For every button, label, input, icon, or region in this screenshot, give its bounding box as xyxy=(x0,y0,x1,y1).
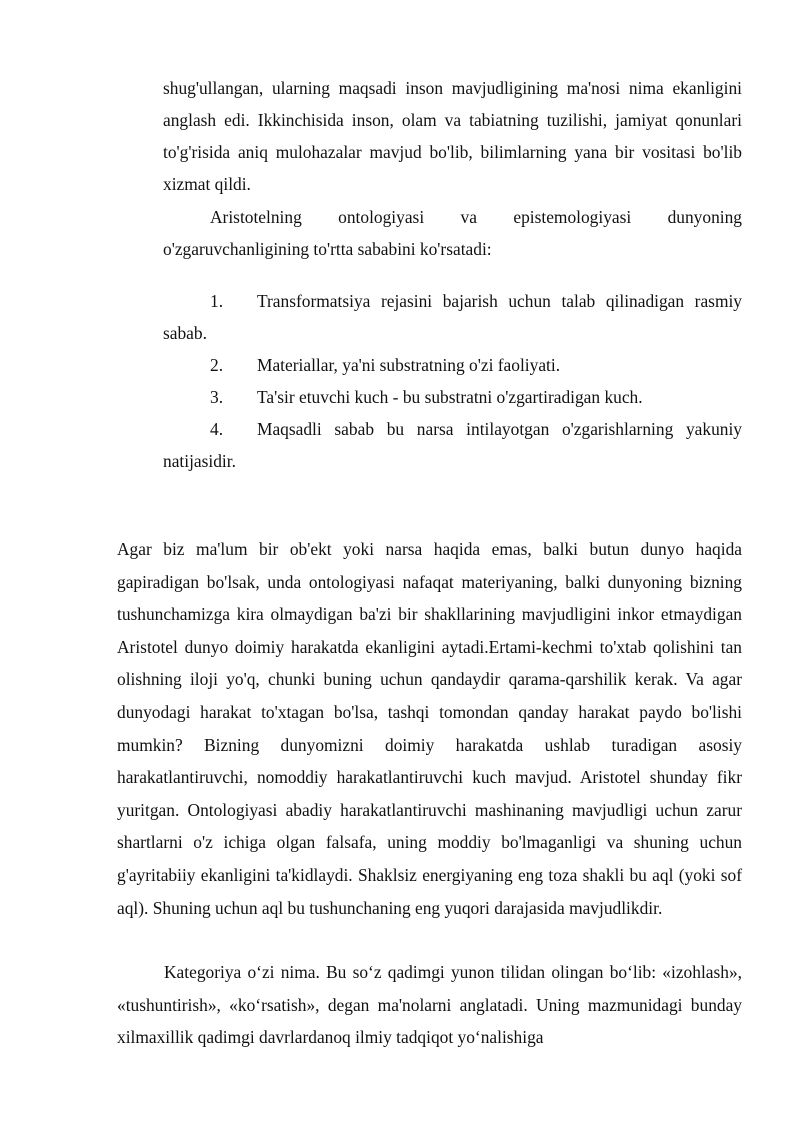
list-item-number: 1. xyxy=(210,291,224,311)
list-item-number: 3. xyxy=(210,387,224,407)
list-item-number: 2. xyxy=(210,355,224,375)
list-item xyxy=(163,285,742,349)
main-paragraph: Agar biz ma'lum bir ob'ekt yoki narsa haqida emas, balki butun dunyo haqida gapiradigan bo'lsak, unda ontologiyasi nafaqat materiyaning, balki dunyoning bizning tushunchamizga kira olmaydigan ba'zi bir shakllarining mavjudligini inkor etmaydigan Aristotel dunyo doimiy harakatda ekanligini aytadi.Ertami-kechmi to'xtab qolishini tan olishning iloji yo'q, chunki buning uchun qandaydir qarama-qarshilik kerak. Va agar dunyodagi harakat to'xtagan bo'lsa, tashqi tomondan qanday harakat paydo bo'lishi mumkin? Bizning dunyomizni doimiy harakatda ushlab turadigan asosiy harakatlantiruvchi, nomoddiy harakatlantiruvchi kuch mavjud. Aristotel shunday fikr yuritgan. Ontologiyasi abadiy harakatlantiruvchi mashinaning mavjudligi uchun zarur shartlarni o'z ichiga olgan falsafa, uning moddiy bo'lmaganligi va shuning uchun g'ayritabiiy ekanligini ta'kidlaydi. Shaklsiz energiyaning eng toza shakli bu aql (yoki sof aql). Shuning uchun aql bu tushunchaning eng yuqori darajasida mavjudlikdir. xyxy=(117,539,742,918)
aristotle-causes-intro: Aristotelning ontologiyasi va epistemologiyasi dunyoning o'zgaruvchanligining to'rtta sababini ko'rsatadi: xyxy=(163,207,742,259)
kategoriya-paragraph: Kategoriya o‘zi nima. Bu so‘z qadimgi yunon tilidan olingan bo‘lib: «izohlash», «tushuntirish», «ko‘rsatish», degan ma'nolarni anglatadi. Uning mazmunidagi bunday xilmaxillik qadimgi davrlardanoq ilmiy tadqiqot yo‘nalishiga xyxy=(117,962,742,1048)
list-item xyxy=(163,381,742,413)
causes-list xyxy=(163,285,742,477)
list-item-text: Materiallar, ya'ni substratning o'zi faoliyati. xyxy=(257,355,561,375)
list-item xyxy=(163,413,742,477)
kategoriya-block xyxy=(117,956,742,1054)
list-item-text: Maqsadli sabab bu narsa intilayotgan o'zgarishlarning yakuniy natijasidir. xyxy=(163,419,742,471)
intro-paragraph: shug'ullangan, ularning maqsadi inson mavjudligining ma'nosi nima ekanligini anglash edi. Ikkinchisida inson, olam va tabiatning tuzilishi, jamiyat qonunlari to'g'risida aniq mulohazalar mavjud bo'lib, bilimlarning yana bir vositasi bo'lib xizmat qildi. xyxy=(163,78,742,194)
list-item-text: Ta'sir etuvchi kuch - bu substratni o'zgartiradigan kuch. xyxy=(257,387,643,407)
aristotle-block xyxy=(163,201,742,265)
main-block xyxy=(117,533,742,924)
list-item xyxy=(163,349,742,381)
list-item-number: 4. xyxy=(210,419,224,439)
list-item-text: Transformatsiya rejasini bajarish uchun talab qilinadigan rasmiy sabab. xyxy=(163,291,742,343)
intro-block xyxy=(163,72,742,200)
